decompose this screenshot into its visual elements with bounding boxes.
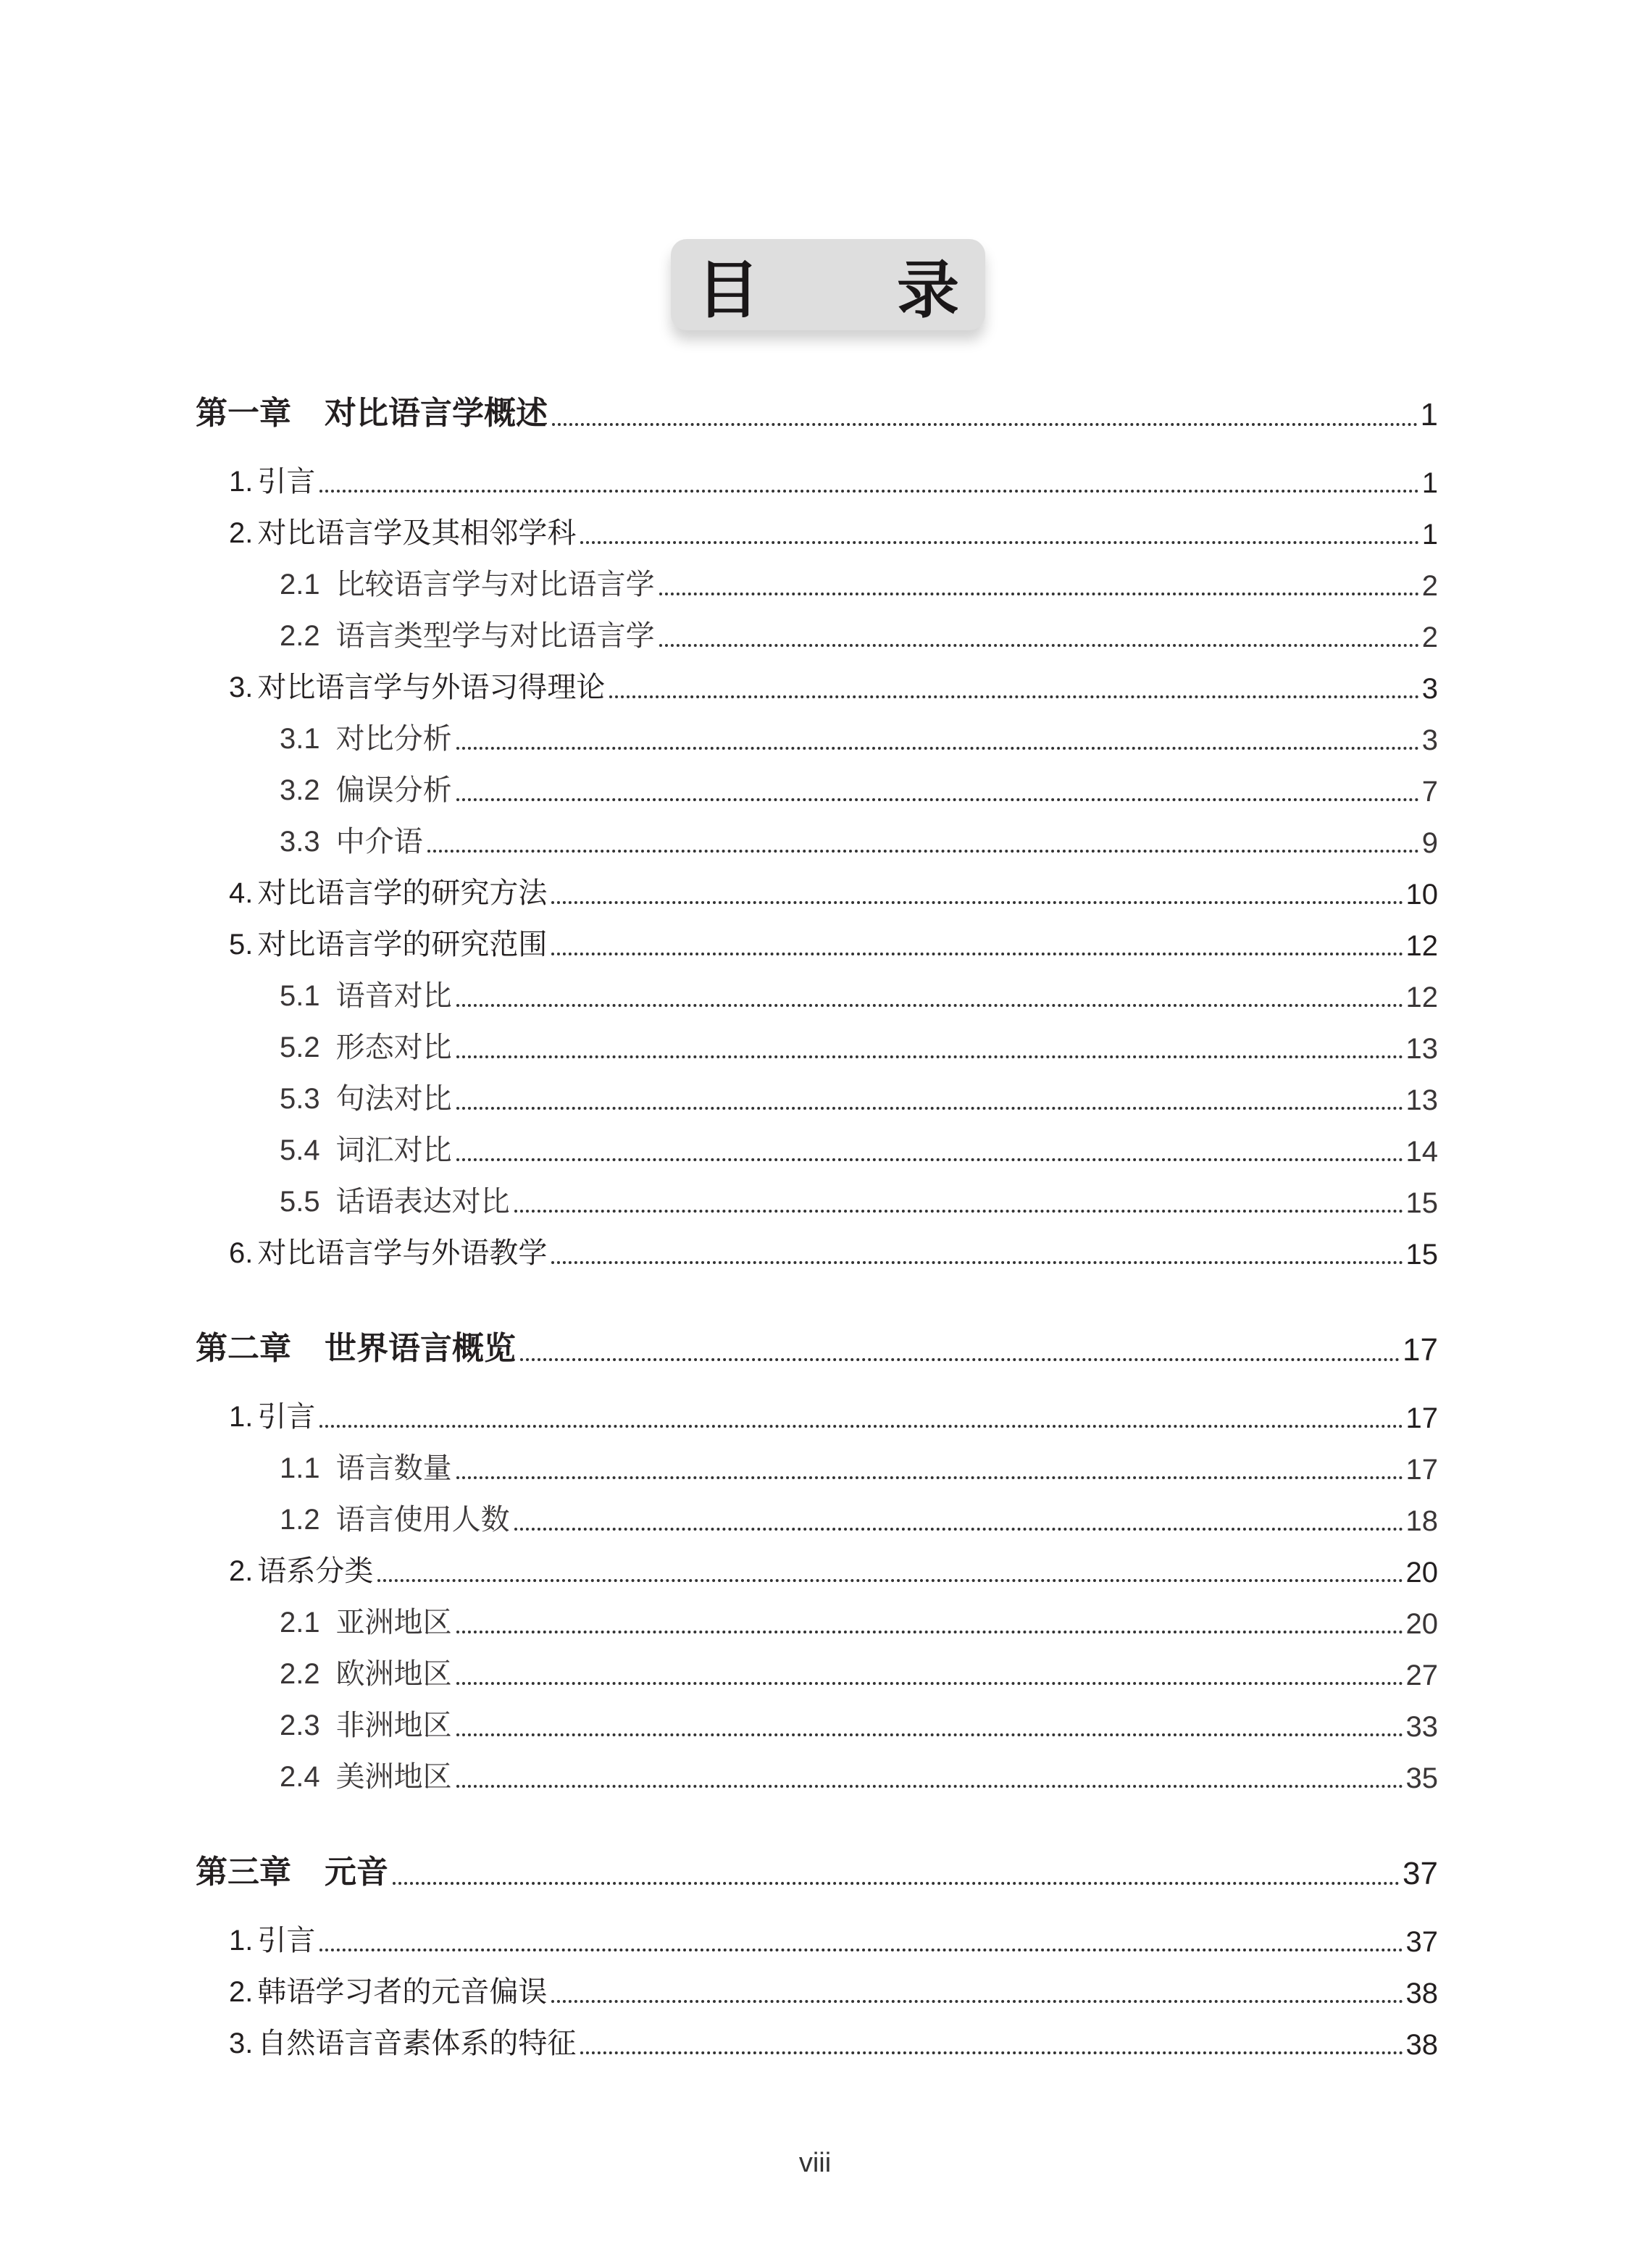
entry-title: 词汇对比: [335, 1134, 452, 1166]
dot-leader: [456, 1785, 1403, 1788]
toc-chapter-entry[interactable]: [196, 393, 1438, 433]
entry-number: 5.: [229, 929, 254, 961]
entry-label: [229, 664, 605, 706]
entry-page-number: 13: [1405, 1033, 1438, 1065]
entry-number: 2.1: [280, 569, 320, 601]
dot-leader: [514, 1210, 1403, 1213]
entry-title: 韩语学习者的元音偏误: [257, 1976, 548, 2008]
toc-chapter-entry[interactable]: [196, 1328, 1438, 1368]
entry-page-number: 1: [1420, 397, 1438, 432]
entry-page-number: 20: [1405, 1557, 1438, 1589]
entry-label: [196, 1322, 516, 1368]
entry-title: 对比语言学与外语教学: [257, 1237, 548, 1269]
dot-leader: [580, 2051, 1403, 2054]
entry-label: [196, 387, 548, 433]
dot-leader: [456, 1476, 1403, 1479]
toc-entry[interactable]: [280, 1076, 1438, 1117]
dot-leader: [456, 1055, 1403, 1058]
entry-page-number: 10: [1405, 879, 1438, 911]
dot-leader: [456, 747, 1419, 750]
entry-title: 对比语言学及其相邻学科: [257, 517, 577, 549]
dot-leader: [456, 1107, 1403, 1110]
entry-label: [280, 1599, 452, 1641]
toc-entry[interactable]: [280, 1128, 1438, 1168]
entry-page-number: 27: [1405, 1660, 1438, 1691]
entry-page-number: 12: [1405, 982, 1438, 1013]
toc-entry[interactable]: [280, 716, 1438, 757]
entry-number: 1.2: [280, 1504, 320, 1536]
entry-label: [229, 1548, 373, 1589]
toc-entry[interactable]: [229, 922, 1438, 963]
entry-label: [280, 561, 655, 603]
dot-leader: [520, 1358, 1400, 1361]
entry-label: [196, 1846, 388, 1892]
toc-entry[interactable]: [280, 1179, 1438, 1220]
dot-leader: [552, 423, 1418, 426]
entry-number: 2.: [229, 1976, 254, 2008]
toc-title: 目 录: [697, 254, 1017, 327]
entry-number: 2.1: [280, 1607, 320, 1639]
dot-leader: [659, 644, 1419, 647]
entry-title: 比较语言学与对比语言学: [335, 569, 655, 601]
entry-title: 形态对比: [335, 1032, 452, 1063]
entry-label: [229, 459, 315, 500]
entry-label: [229, 1230, 547, 1271]
entry-page-number: 14: [1405, 1136, 1438, 1168]
entry-page-number: 38: [1405, 2029, 1438, 2061]
entry-title: 引言: [257, 1925, 316, 1957]
dot-leader: [377, 1579, 1403, 1582]
toc-chapter-entry[interactable]: [196, 1851, 1438, 1892]
toc-entry[interactable]: [280, 768, 1438, 808]
dot-leader: [551, 901, 1403, 904]
toc-entry[interactable]: [229, 1970, 1438, 2010]
dot-leader: [609, 695, 1418, 698]
entry-page-number: 15: [1405, 1187, 1438, 1219]
entry-page-number: 3: [1421, 673, 1438, 705]
toc-entry[interactable]: [229, 665, 1438, 706]
entry-page-number: 17: [1405, 1454, 1438, 1486]
entry-title: 语音对比: [335, 980, 452, 1012]
dot-leader: [580, 541, 1418, 544]
toc-entry[interactable]: [229, 871, 1438, 911]
entry-number: 第二章: [196, 1330, 291, 1367]
entry-page-number: 37: [1403, 1856, 1438, 1891]
entry-title: 中介语: [335, 826, 423, 858]
entry-number: 1.: [229, 1925, 254, 1957]
dot-leader: [427, 850, 1419, 853]
entry-number: 2.: [229, 1555, 254, 1587]
dot-leader: [456, 798, 1419, 801]
entry-title: 自然语言音素体系的特征: [257, 2028, 577, 2059]
toc-entry[interactable]: [229, 459, 1438, 500]
entry-label: [280, 1497, 510, 1538]
dot-leader: [393, 1882, 1400, 1885]
toc-entry[interactable]: [229, 1549, 1438, 1589]
entry-title: 世界语言概览: [325, 1330, 516, 1367]
entry-page-number: 15: [1405, 1239, 1438, 1271]
entry-title: 对比语言学概述: [325, 395, 548, 432]
dot-leader: [551, 1261, 1403, 1264]
entry-number: 4.: [229, 877, 254, 909]
toc-entry[interactable]: [229, 1918, 1438, 1959]
toc-entry[interactable]: [280, 1703, 1438, 1744]
entry-number: 第三章: [196, 1854, 291, 1891]
entry-title: 引言: [257, 466, 316, 498]
entry-label: [229, 1969, 547, 2010]
entry-number: 5.3: [280, 1083, 320, 1115]
entry-number: 2.2: [280, 1658, 320, 1690]
entry-label: [280, 1024, 452, 1066]
entry-title: 话语表达对比: [335, 1186, 510, 1218]
entry-number: 3.3: [280, 826, 320, 858]
toc-entry[interactable]: [280, 614, 1438, 654]
entry-title: 对比语言学与外语习得理论: [257, 671, 606, 703]
entry-label: [280, 613, 655, 654]
toc-entry[interactable]: [280, 1025, 1438, 1066]
entry-label: [229, 1394, 315, 1435]
entry-title: 对比分析: [335, 723, 452, 755]
entry-label: [280, 819, 423, 860]
entry-label: [280, 767, 452, 808]
dot-leader: [456, 1733, 1403, 1736]
entry-page-number: 1: [1421, 467, 1438, 499]
toc-title-box: [671, 239, 1017, 330]
entry-page-number: 20: [1405, 1608, 1438, 1640]
dot-leader: [456, 1004, 1403, 1007]
entry-title: 语言类型学与对比语言学: [335, 620, 655, 652]
page-number: viii: [798, 2148, 832, 2178]
entry-page-number: 35: [1405, 1762, 1438, 1794]
entry-number: 5.1: [280, 980, 320, 1012]
entry-title: 语言数量: [335, 1452, 452, 1484]
entry-title: 非洲地区: [335, 1710, 452, 1741]
entry-number: 3.1: [280, 723, 320, 755]
toc-entry[interactable]: [280, 562, 1438, 603]
entry-page-number: 37: [1405, 1926, 1438, 1958]
entry-page-number: 17: [1403, 1332, 1438, 1368]
entry-number: 6.: [229, 1237, 254, 1269]
entry-page-number: 13: [1405, 1084, 1438, 1116]
entry-number: 5.5: [280, 1186, 320, 1218]
entry-label: [280, 1754, 452, 1795]
entry-number: 1.: [229, 466, 254, 498]
toc-entry[interactable]: [280, 1652, 1438, 1692]
entry-title: 对比语言学的研究范围: [257, 929, 548, 961]
entry-page-number: 38: [1405, 1978, 1438, 2009]
entry-number: 1.: [229, 1401, 254, 1433]
entry-number: 2.: [229, 517, 254, 549]
entry-page-number: 1: [1421, 519, 1438, 551]
entry-page-number: 2: [1421, 622, 1438, 653]
entry-number: 2.2: [280, 620, 320, 652]
entry-page-number: 9: [1421, 827, 1438, 859]
entry-title: 句法对比: [335, 1083, 452, 1115]
toc-entry[interactable]: [229, 2021, 1438, 2062]
entry-number: 第一章: [196, 395, 291, 432]
entry-number: 2.4: [280, 1761, 320, 1793]
entry-label: [229, 510, 576, 551]
entry-title: 语言使用人数: [335, 1504, 510, 1536]
toc-entry[interactable]: [229, 511, 1438, 551]
toc-entry[interactable]: [280, 974, 1438, 1014]
entry-number: 5.4: [280, 1134, 320, 1166]
dot-leader: [514, 1528, 1403, 1531]
entry-number: 3.2: [280, 774, 320, 806]
toc-entry[interactable]: [280, 1446, 1438, 1486]
entry-page-number: 17: [1405, 1402, 1438, 1434]
dot-leader: [551, 2000, 1403, 2003]
dot-leader: [456, 1631, 1403, 1633]
entry-page-number: 33: [1405, 1711, 1438, 1743]
entry-title: 元音: [325, 1854, 388, 1891]
entry-page-number: 7: [1421, 776, 1438, 808]
entry-title: 欧洲地区: [335, 1658, 452, 1690]
dot-leader: [456, 1158, 1403, 1161]
entry-label: [280, 1127, 452, 1168]
entry-number: 2.3: [280, 1710, 320, 1741]
entry-label: [280, 1076, 452, 1117]
entry-title: 美洲地区: [335, 1761, 452, 1793]
toc-entry[interactable]: [229, 1231, 1438, 1271]
dot-leader: [319, 490, 1418, 493]
entry-label: [229, 2020, 576, 2062]
entry-number: 3.: [229, 671, 254, 703]
entry-page-number: 12: [1405, 930, 1438, 962]
entry-label: [280, 716, 452, 757]
toc-entry[interactable]: [280, 1600, 1438, 1641]
entry-number: 5.2: [280, 1032, 320, 1063]
entry-title: 语系分类: [257, 1555, 374, 1587]
entry-page-number: 18: [1405, 1505, 1438, 1537]
entry-label: [280, 1179, 510, 1220]
entry-label: [280, 1651, 452, 1692]
entry-number: 1.1: [280, 1452, 320, 1484]
dot-leader: [319, 1425, 1403, 1428]
entry-page-number: 2: [1421, 570, 1438, 602]
entry-label: [280, 1702, 452, 1744]
entry-label: [229, 870, 547, 911]
entry-number: 3.: [229, 2028, 254, 2059]
entry-label: [229, 921, 547, 963]
dot-leader: [456, 1682, 1403, 1685]
entry-title: 偏误分析: [335, 774, 452, 806]
dot-leader: [551, 953, 1403, 955]
dot-leader: [319, 1949, 1403, 1951]
entry-title: 对比语言学的研究方法: [257, 877, 548, 909]
entry-label: [229, 1917, 315, 1959]
dot-leader: [659, 593, 1419, 595]
entry-label: [280, 973, 452, 1014]
entry-title: 亚洲地区: [335, 1607, 452, 1639]
toc-entry[interactable]: [229, 1394, 1438, 1435]
toc-entry[interactable]: [280, 819, 1438, 860]
toc-entry[interactable]: [280, 1497, 1438, 1538]
entry-label: [280, 1445, 452, 1486]
entry-title: 引言: [257, 1401, 316, 1433]
entry-page-number: 3: [1421, 724, 1438, 756]
toc-entry[interactable]: [280, 1754, 1438, 1795]
